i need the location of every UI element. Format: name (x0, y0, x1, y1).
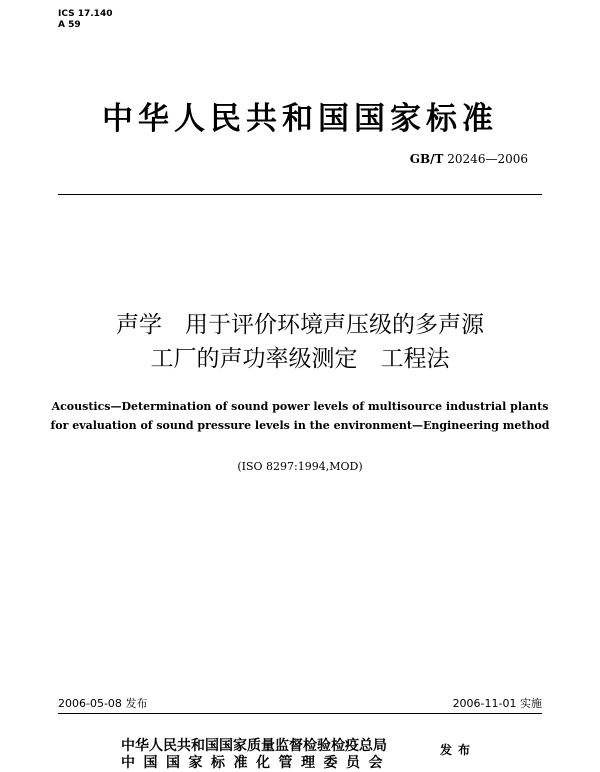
ics-code: ICS 17.140 (58, 9, 113, 19)
bottom-divider (58, 713, 542, 714)
standard-code: 20246—2006 (447, 152, 528, 166)
top-divider (58, 194, 542, 195)
national-standard-title: 中华人民共和国国家标准 (102, 101, 498, 137)
english-title-line-2: for evaluation of sound pressure levels in the environment—Engineering method (50, 419, 550, 432)
issue-date-value: 2006-05-08 (58, 697, 122, 710)
issuer-line-2: 中国国家标准化管理委员会 (121, 755, 391, 771)
standard-prefix: GB/T (409, 152, 444, 166)
chinese-title-line-2: 工厂的声功率级测定 工程法 (150, 346, 450, 372)
ccs-code: A 59 (58, 20, 81, 30)
issuer-line-1: 中华人民共和国国家质量监督检验检疫总局 (121, 738, 387, 754)
publish-label: 发布 (440, 743, 477, 757)
iso-reference: (ISO 8297:1994,MOD) (237, 460, 363, 473)
gb-logo (392, 14, 508, 74)
ics-code-block (58, 9, 112, 31)
issue-date (58, 695, 147, 711)
issue-date-label: 发布 (125, 697, 148, 710)
chinese-title-line-1: 声学 用于评价环境声压级的多声源 (116, 312, 484, 338)
implementation-date-label: 实施 (520, 697, 542, 710)
english-title-line-1: Acoustics—Determination of sound power levels of multisource industrial plants (51, 400, 549, 413)
implementation-date-value: 2006-11-01 (452, 697, 517, 710)
standard-number (410, 152, 528, 166)
implementation-date (453, 695, 542, 711)
